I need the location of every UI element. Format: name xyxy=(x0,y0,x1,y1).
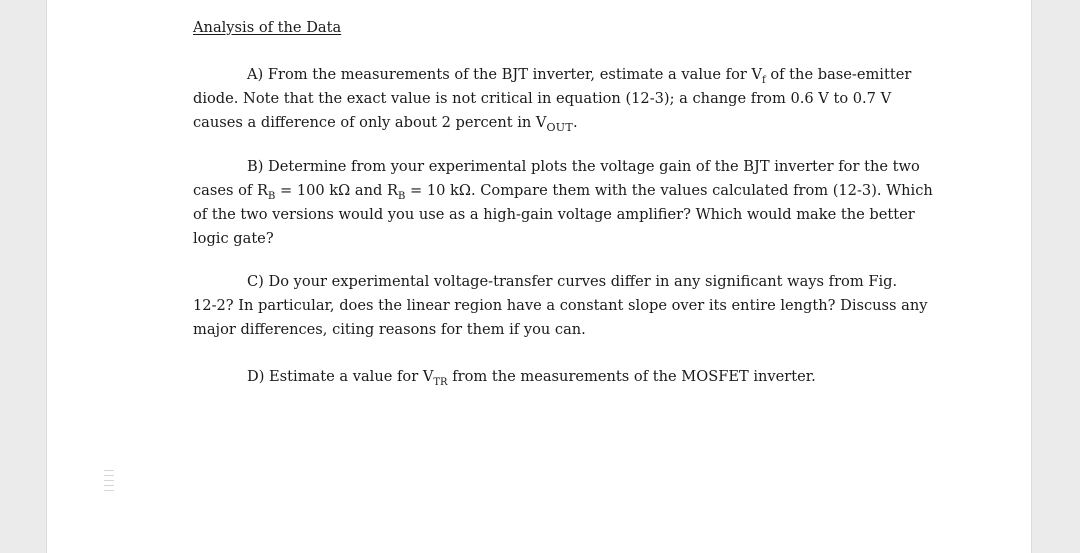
question-a xyxy=(193,63,983,135)
question-c-line-2: 12-2? In particular, does the linear region have a constant slope over its entire length? Discuss any xyxy=(193,297,928,314)
page-left-edge xyxy=(46,0,47,553)
question-b xyxy=(193,155,983,251)
margin-scan-marks xyxy=(104,470,120,530)
question-b-line-2: cases of $R_B = 100$ kΩ and $R_B = 10$ kΩ. Compare them with the values calculated from (12-3). Which xyxy=(193,182,933,202)
question-b-line-3: of the two versions would you use as a high-gain voltage amplifier? Which would make the better xyxy=(193,206,915,223)
page-right-edge xyxy=(1031,0,1032,553)
question-a-line-2: diode. Note that the exact value is not critical in equation (12-3); a change from 0.6 V to 0.7 V xyxy=(193,90,892,107)
section-title: Analysis of the Data xyxy=(193,19,342,36)
question-b-line-4: logic gate? xyxy=(193,230,274,247)
question-d-line-1: D) Estimate a value for $V_{TR}$ from the measurements of the MOSFET inverter. xyxy=(247,368,816,388)
document-page xyxy=(46,0,1032,553)
question-c xyxy=(193,270,983,342)
question-a-line-1: A) From the measurements of the BJT inverter, estimate a value for $V_f$ of the base-emitter xyxy=(247,66,912,86)
question-a-line-3: causes a difference of only about 2 percent in $V_{OUT}$. xyxy=(193,114,578,134)
question-b-line-1: B) Determine from your experimental plots the voltage gain of the BJT inverter for the two xyxy=(247,158,920,175)
question-c-line-3: major differences, citing reasons for them if you can. xyxy=(193,321,586,338)
question-d xyxy=(193,365,983,389)
question-c-line-1: C) Do your experimental voltage-transfer curves differ in any significant ways from Fig. xyxy=(247,273,898,290)
